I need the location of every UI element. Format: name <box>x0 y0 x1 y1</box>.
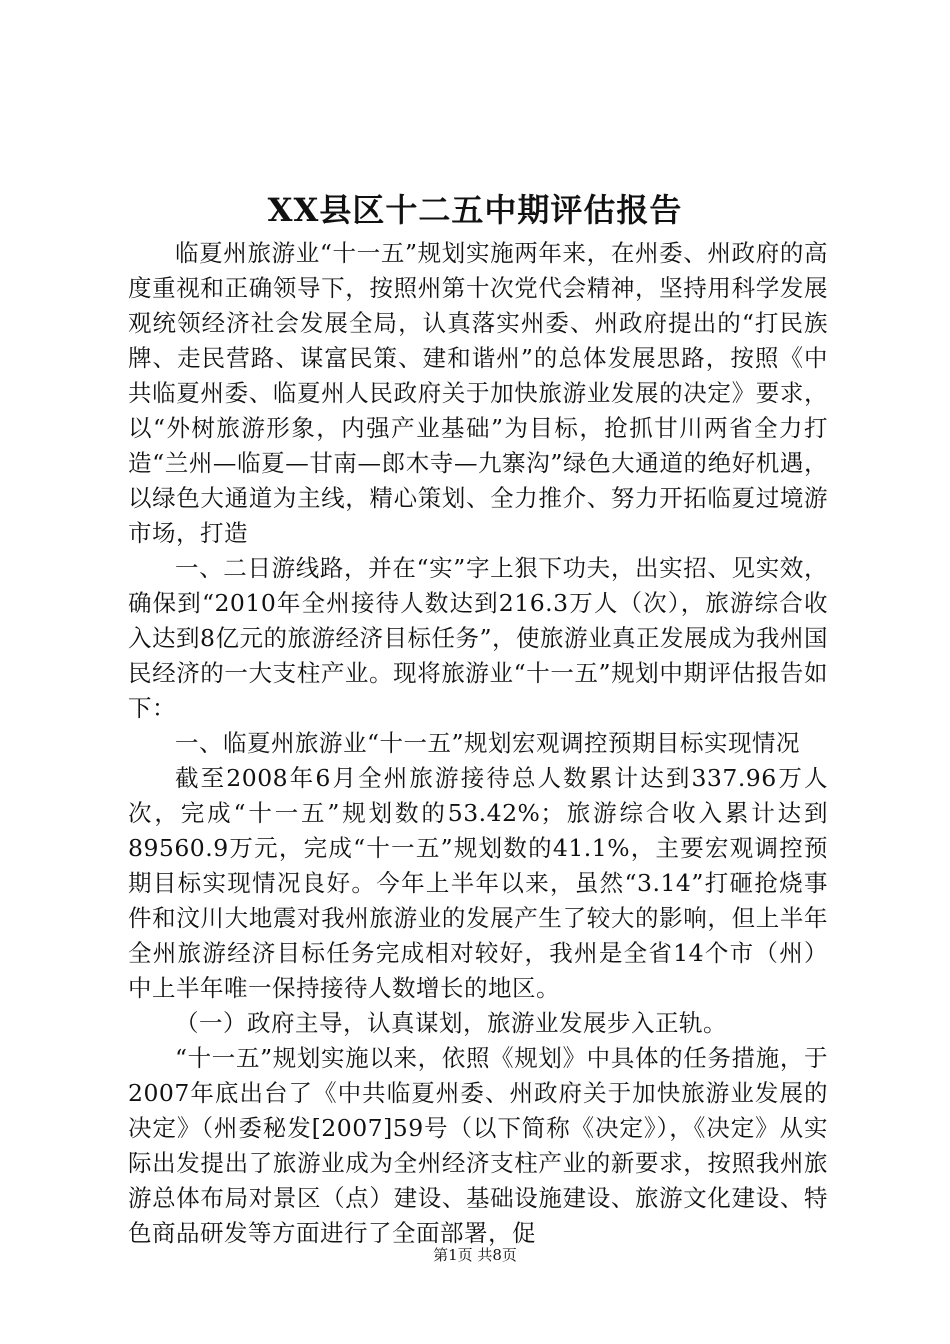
paragraph-implementation: “十一五”规划实施以来，依照《规划》中具体的任务措施，于2007年底出台了《中共临夏州委、州政府关于加快旅游业发展的决定》（州委秘发[2007]59号（以下简称《决定》），《决定》从实际出发提出了旅游业成为全州经济支柱产业的新要求，按照我州旅游总体布局对景区（点）建设、基础设施建设、旅游文化建设、特色商品研发等方面进行了全面部署，促 <box>128 1044 828 1247</box>
section-heading-1: 一、临夏州旅游业“十一五”规划宏观调控预期目标实现情况 <box>175 729 801 757</box>
document-body <box>128 236 828 1251</box>
paragraph-statistics: 截至2008年6月全州旅游接待总人数累计达到337.96万人次，完成“十一五”规划数的53.42%；旅游综合收入累计达到89560.9万元，完成“十一五”规划数的41.1%，主要宏观调控预期目标实现情况良好。今年上半年以来，虽然“3.14”打砸抢烧事件和汶川大地震对我州旅游业的发展产生了较大的影响，但上半年全州旅游经济目标任务完成相对较好，我州是全省14个市（州）中上半年唯一保持接待人数增长的地区。 <box>128 764 828 1002</box>
paragraph-goals: 一、二日游线路，并在“实”字上狠下功夫，出实招、见实效，确保到“2010年全州接待人数达到216.3万人（次），旅游综合收入达到8亿元的旅游经济目标任务”，使旅游业真正发展成为我州国民经济的一大支柱产业。现将旅游业“十一五”规划中期评估报告如下： <box>128 554 828 722</box>
paragraph-intro: 临夏州旅游业“十一五”规划实施两年来，在州委、州政府的高度重视和正确领导下，按照州第十次党代会精神，坚持用科学发展观统领经济社会发展全局，认真落实州委、州政府提出的“打民族牌、走民营路、谋富民策、建和谐州”的总体发展思路，按照《中共临夏州委、临夏州人民政府关于加快旅游业发展的决定》要求，以“外树旅游形象，内强产业基础”为目标，抢抓甘川两省全力打造“兰州—临夏—甘南—郎木寺—九寨沟”绿色大通道的绝好机遇，以绿色大通道为主线，精心策划、全力推介、努力开拓临夏过境游市场，打造 <box>128 239 828 547</box>
page-number-footer: 第1页 共8页 <box>433 1246 517 1264</box>
subsection-heading-1: （一）政府主导，认真谋划，旅游业发展步入正轨。 <box>175 1009 727 1037</box>
document-title: XX县区十二五中期评估报告 <box>267 191 683 229</box>
